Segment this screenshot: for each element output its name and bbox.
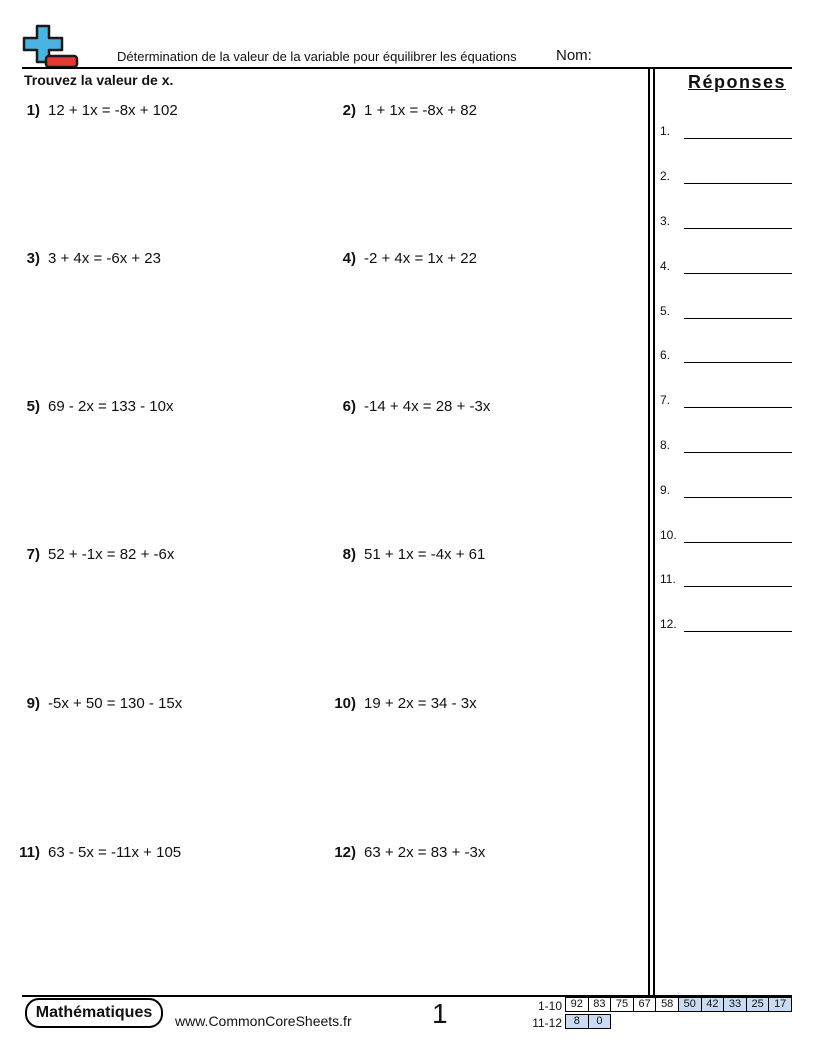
score-cell: 33 xyxy=(723,997,747,1012)
answer-line xyxy=(684,497,792,498)
problem-equation: -2 + 4x = 1x + 22 xyxy=(364,250,477,267)
answer-label: 8. xyxy=(660,438,671,452)
answer-line xyxy=(684,542,792,543)
problem-equation: 69 - 2x = 133 - 10x xyxy=(48,398,174,415)
answer-line xyxy=(684,228,792,229)
problem-equation: 52 + -1x = 82 + -6x xyxy=(48,546,175,563)
score-cell: 25 xyxy=(746,997,770,1012)
problem-number: 5) xyxy=(26,398,40,415)
score-cell: 67 xyxy=(633,997,657,1012)
answer-label: 6. xyxy=(660,348,671,362)
answer-field-8[interactable] xyxy=(660,438,792,458)
answer-line xyxy=(684,452,792,453)
problem-equation: 51 + 1x = -4x + 61 xyxy=(364,546,486,563)
answer-field-7[interactable] xyxy=(660,393,792,413)
site-url: www.CommonCoreSheets.fr xyxy=(175,1013,352,1029)
problem-equation: 63 + 2x = 83 + -3x xyxy=(364,844,486,861)
answer-field-3[interactable] xyxy=(660,214,792,234)
column-divider xyxy=(653,68,655,996)
score-row-label: 11-12 xyxy=(532,1016,562,1030)
answer-label: 10. xyxy=(660,528,677,542)
problem-equation: 1 + 1x = -8x + 82 xyxy=(364,102,477,119)
problem-equation: 12 + 1x = -8x + 102 xyxy=(48,102,178,119)
answer-field-12[interactable] xyxy=(660,617,792,637)
problem-number: 2) xyxy=(342,102,356,119)
answer-line xyxy=(684,318,792,319)
problem-number: 3) xyxy=(26,250,40,267)
problem-4 xyxy=(330,250,477,267)
problem-number: 8) xyxy=(342,546,356,563)
answer-label: 2. xyxy=(660,169,671,183)
problem-equation: -14 + 4x = 28 + -3x xyxy=(364,398,491,415)
problem-number: 10) xyxy=(334,695,356,712)
column-divider xyxy=(648,68,650,996)
score-cell: 8 xyxy=(565,1014,589,1029)
answer-field-5[interactable] xyxy=(660,304,792,324)
answer-label: 9. xyxy=(660,483,671,497)
brand-badge: Mathématiques xyxy=(25,998,163,1028)
problem-7 xyxy=(14,546,174,563)
score-row-label: 1-10 xyxy=(537,999,562,1013)
problem-12 xyxy=(330,844,485,861)
score-cell: 83 xyxy=(588,997,612,1012)
score-cell: 42 xyxy=(701,997,725,1012)
answer-field-11[interactable] xyxy=(660,572,792,592)
answer-line xyxy=(684,631,792,632)
problem-number: 12) xyxy=(334,844,356,861)
answer-field-1[interactable] xyxy=(660,124,792,144)
instructions: Trouvez la valeur de x. xyxy=(24,72,174,88)
problem-1 xyxy=(14,102,178,119)
answer-label: 3. xyxy=(660,214,671,228)
problem-5 xyxy=(14,398,174,415)
header-divider xyxy=(22,67,792,69)
problem-number: 11) xyxy=(19,844,40,861)
page-number: 1 xyxy=(432,998,448,1029)
problem-11 xyxy=(14,844,181,861)
answer-field-2[interactable] xyxy=(660,169,792,189)
answer-label: 7. xyxy=(660,393,671,407)
score-cell: 0 xyxy=(588,1014,612,1029)
problem-2 xyxy=(330,102,477,119)
problem-equation: 19 + 2x = 34 - 3x xyxy=(364,695,477,712)
answer-label: 4. xyxy=(660,259,671,273)
problem-9 xyxy=(14,695,182,712)
problem-equation: -5x + 50 = 130 - 15x xyxy=(48,695,183,712)
answer-line xyxy=(684,586,792,587)
problem-equation: 3 + 4x = -6x + 23 xyxy=(48,250,161,267)
answer-field-9[interactable] xyxy=(660,483,792,503)
name-label: Nom: xyxy=(556,47,592,64)
answer-label: 1. xyxy=(660,124,671,138)
answer-field-6[interactable] xyxy=(660,348,792,368)
answers-title: Réponses xyxy=(688,72,787,92)
worksheet-title: Détermination de la valeur de la variable pour équilibrer les équations xyxy=(117,49,517,64)
plus-minus-icon xyxy=(22,24,80,70)
problem-3 xyxy=(14,250,161,267)
answer-line xyxy=(684,407,792,408)
problem-equation: 63 - 5x = -11x + 105 xyxy=(48,844,182,861)
score-cell: 17 xyxy=(768,997,792,1012)
problem-10 xyxy=(330,695,477,712)
score-cell: 50 xyxy=(678,997,702,1012)
answer-label: 5. xyxy=(660,304,671,318)
problem-number: 7) xyxy=(26,546,40,563)
problem-number: 6) xyxy=(342,398,356,415)
score-cell: 75 xyxy=(610,997,634,1012)
problem-number: 4) xyxy=(342,250,356,267)
answer-line xyxy=(684,138,792,139)
answer-line xyxy=(684,183,792,184)
answer-field-4[interactable] xyxy=(660,259,792,279)
score-cell: 58 xyxy=(655,997,679,1012)
answer-line xyxy=(684,362,792,363)
problem-number: 9) xyxy=(26,695,40,712)
problem-6 xyxy=(330,398,490,415)
problem-number: 1) xyxy=(26,102,40,119)
answer-label: 12. xyxy=(660,617,677,631)
answer-line xyxy=(684,273,792,274)
problem-8 xyxy=(330,546,485,563)
answer-label: 11. xyxy=(660,572,676,586)
answer-field-10[interactable] xyxy=(660,528,792,548)
score-cell: 92 xyxy=(565,997,589,1012)
